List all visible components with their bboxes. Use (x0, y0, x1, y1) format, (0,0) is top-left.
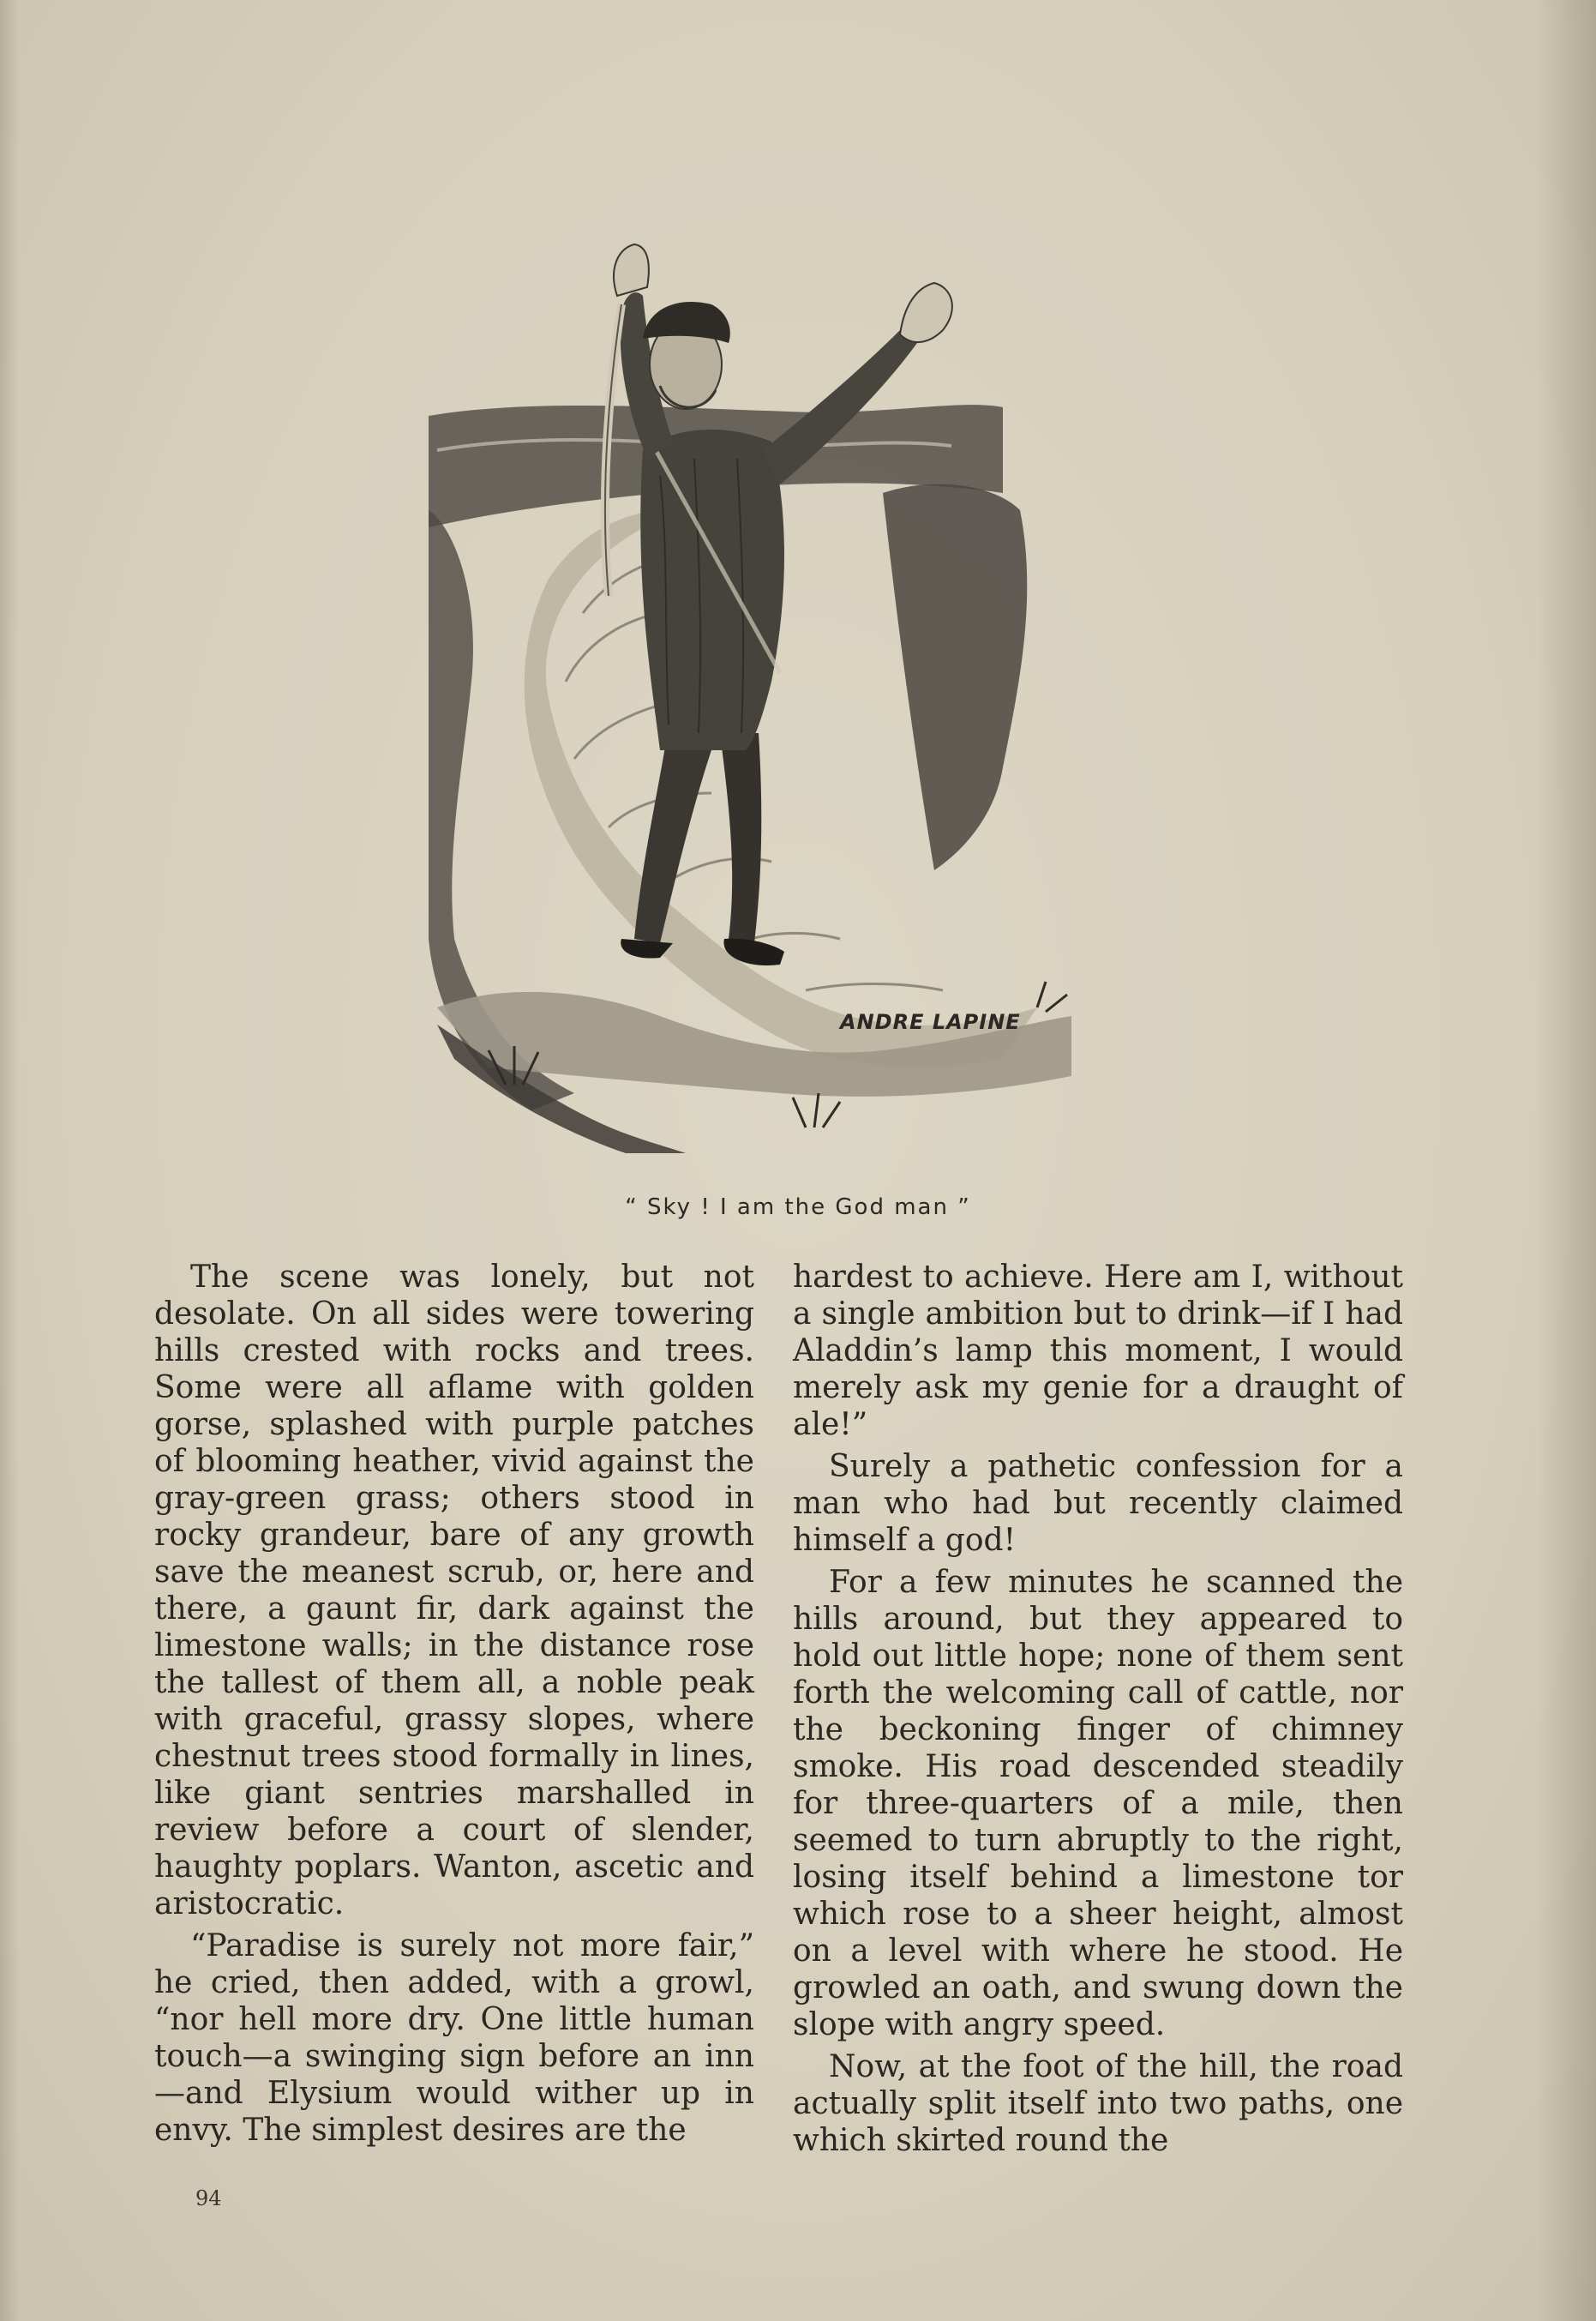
paragraph: hardest to achieve. Here am I, without a single ambition but to drink—if I had Aladdin’s lamp this moment, I would merely ask my genie for a draught of ale!” (793, 1260, 1403, 1442)
paragraph: For a few minutes he scanned the hills around, but they appeared to hold out little hope; none of them sent forth the welcoming call of cattle, nor the beckoning finger of chimney smoke. His road descended steadily for three-quarters of a mile, then seemed to turn abruptly to the right, losing itself behind a limestone tor which rose to a sheer height, almost on a level with where he stood. He growled an oath, and swung down the slope with angry speed. (793, 1565, 1403, 2042)
page-number: 94 (195, 2186, 222, 2210)
illustration-signature: ANDRE LAPINE (840, 1010, 1021, 1034)
illustration-drawing (403, 167, 1174, 1162)
illustration (403, 167, 1174, 1162)
paragraph: Surely a pathetic confession for a man who had but recently claimed himself a god! (793, 1449, 1403, 1558)
page-edge-shadow-left (0, 0, 19, 2321)
paragraph: “Paradise is surely not more fair,” he cried, then added, with a growl, “nor hell more dry. One little human touch—a swinging sign before an inn—and Elysium would wither up in envy. The simplest desires are the (154, 1928, 754, 2148)
page-edge-shadow-right (1536, 0, 1596, 2321)
text-column-right (793, 1259, 1403, 2164)
illustration-caption: “ Sky ! I am the God man ” (625, 1194, 971, 1220)
paragraph: Now, at the foot of the hill, the road actually split itself into two paths, one which skirted round the (793, 2049, 1403, 2158)
text-column-left (154, 1259, 754, 2154)
paragraph: The scene was lonely, but not desolate. On all sides were towering hills crested with rocks and trees. Some were all aflame with golden gorse, splashed with purple patches of blooming heather, vivid against the gray-green grass; others stood in rocky grandeur, bare of any growth save the meanest scrub, or, here and there, a gaunt fir, dark against the limestone walls; in the distance rose the tallest of them all, a noble peak with graceful, grassy slopes, where chestnut trees stood formally in lines, like giant sentries marshalled in review before a court of slender, haughty poplars. Wanton, ascetic and aristocratic. (154, 1260, 754, 1921)
